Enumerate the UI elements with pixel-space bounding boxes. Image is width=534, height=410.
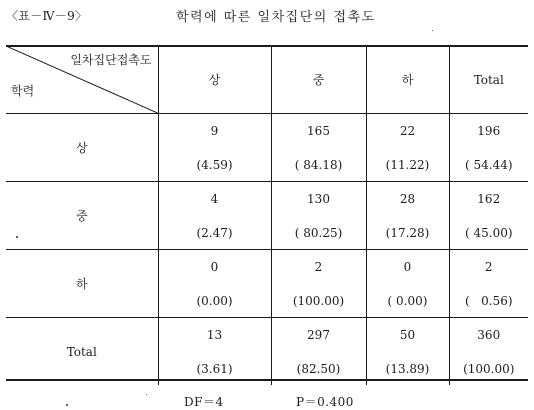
cell-percent: (3.61) — [196, 361, 233, 376]
cell-count: 0 — [210, 259, 219, 274]
cell-percent: (13.89) — [385, 361, 430, 376]
corner-header-cell — [6, 46, 158, 114]
cell-percent: (0.00) — [196, 293, 233, 308]
cell-percent: (2.47) — [196, 225, 233, 240]
row-header-total: Total — [6, 318, 158, 386]
p-value-note: P＝0.400 — [296, 395, 354, 409]
table-cell — [366, 250, 449, 318]
table-cell — [271, 182, 366, 250]
table-row — [6, 182, 528, 250]
scan-speck — [146, 394, 147, 395]
cell-count: 4 — [210, 191, 219, 206]
cell-percent: (100.00) — [463, 361, 515, 376]
cell-percent: ( 45.00) — [464, 225, 513, 240]
table-cell — [449, 250, 528, 318]
cell-count: 13 — [206, 327, 223, 342]
cell-percent: ( 84.18) — [294, 157, 343, 172]
cell-percent: ( 54.44) — [464, 157, 513, 172]
cell-count: 22 — [399, 123, 416, 138]
cell-percent: ( 80.25) — [294, 225, 343, 240]
table-row — [6, 250, 528, 318]
cell-count: 9 — [210, 123, 219, 138]
scan-speck — [16, 236, 18, 238]
cell-percent: (17.28) — [385, 225, 430, 240]
degrees-of-freedom-note: DF＝4 — [184, 395, 224, 409]
cell-percent: (4.59) — [196, 157, 233, 172]
table-cell — [271, 250, 366, 318]
table-cell — [158, 182, 271, 250]
cell-count: 297 — [307, 327, 330, 342]
cell-count: 165 — [307, 123, 330, 138]
total-row — [6, 318, 528, 386]
table-cell — [158, 318, 271, 386]
row-variable-label: 학력 — [11, 84, 35, 98]
table-cell — [271, 318, 366, 386]
table-title: 학력에 따른 일차집단의 접촉도 — [176, 10, 376, 25]
cell-percent: (100.00) — [292, 293, 345, 308]
row-header-mid: 중 — [6, 182, 158, 250]
table-cell — [449, 318, 528, 386]
table-cell — [366, 182, 449, 250]
cell-percent: (82.50) — [296, 361, 341, 376]
table-row — [6, 114, 528, 182]
column-header-total: Total — [449, 46, 528, 114]
cell-count: 2 — [314, 259, 323, 274]
table-cell — [366, 114, 449, 182]
column-header-low: 하 — [366, 46, 449, 114]
table-cell — [271, 114, 366, 182]
scan-speck — [432, 30, 433, 31]
row-header-low: 하 — [6, 250, 158, 318]
cell-count: 360 — [477, 327, 501, 342]
scan-speck — [66, 404, 68, 406]
column-variable-label: 일차집단접촉도 — [70, 53, 152, 67]
table-cell — [366, 318, 449, 386]
cell-percent: (11.22) — [385, 157, 430, 172]
table-cell — [449, 114, 528, 182]
column-header-high: 상 — [158, 46, 271, 114]
table-cell — [449, 182, 528, 250]
cell-count: 28 — [399, 191, 416, 206]
table-number-label: 〈표－Ⅳ－9〉 — [6, 9, 88, 23]
cell-count: 50 — [399, 327, 416, 342]
table-cell — [158, 114, 271, 182]
cell-count: 2 — [484, 259, 493, 274]
column-header-mid: 중 — [271, 46, 366, 114]
cell-count: 0 — [403, 259, 412, 274]
header-row — [6, 46, 528, 114]
cell-count: 130 — [307, 191, 330, 206]
cell-count: 162 — [477, 191, 501, 206]
cell-count: 196 — [477, 123, 501, 138]
cell-percent: ( 0.56) — [464, 293, 513, 308]
row-header-high: 상 — [6, 114, 158, 182]
cell-percent: ( 0.00) — [387, 293, 428, 308]
table-cell — [158, 250, 271, 318]
cross-tab-table — [6, 46, 528, 385]
